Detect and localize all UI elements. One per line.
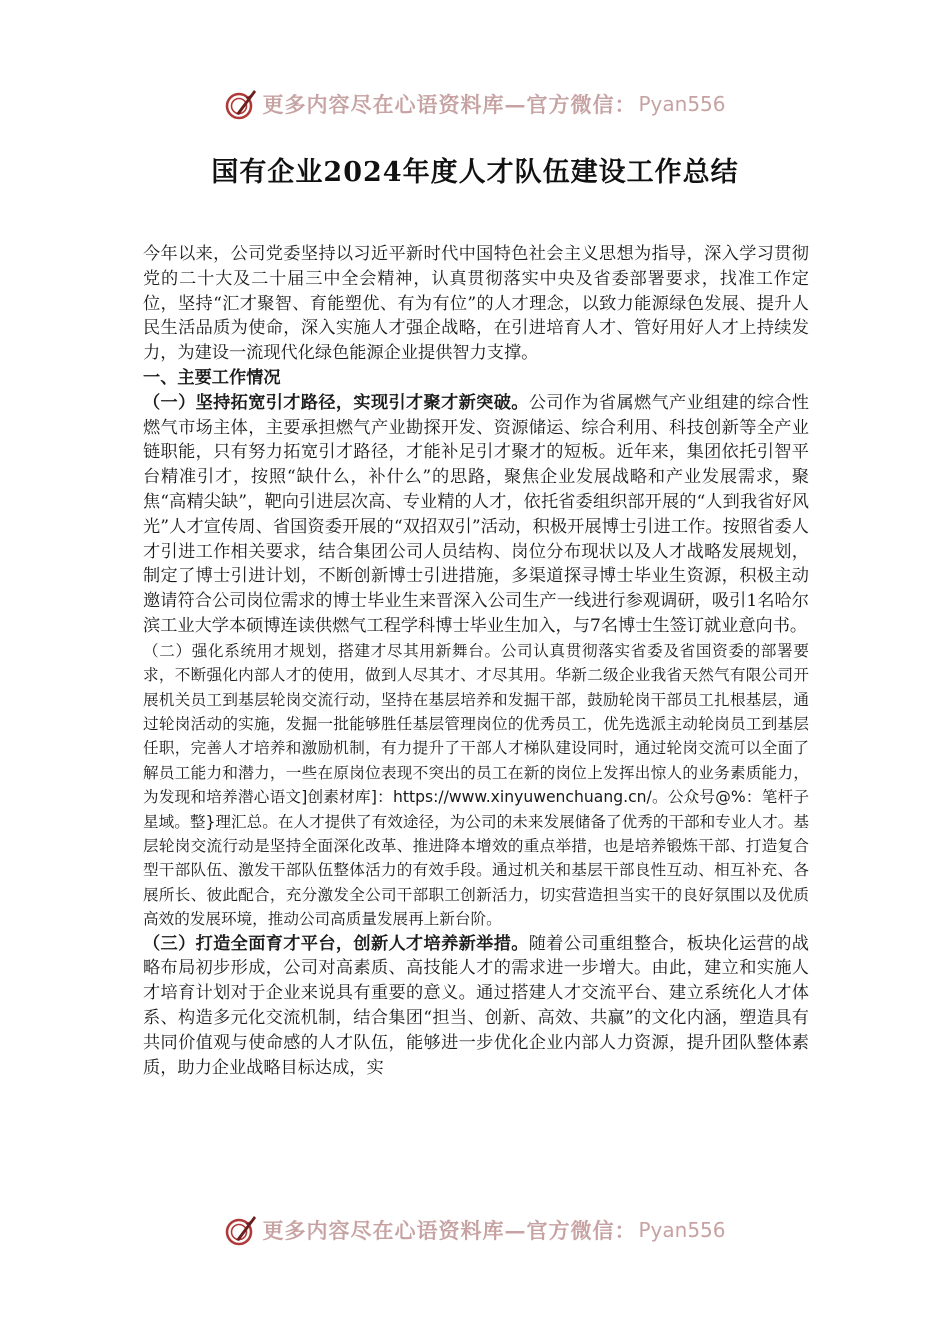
quill-logo-icon: [224, 87, 258, 121]
section-heading-1: 一、主要工作情况: [143, 367, 281, 388]
intro-paragraph: 今年以来，公司党委坚持以习近平新时代中国特色社会主义思想为指导，深入学习贯彻党的二十大及二十届三中全会精神，认真贯彻落实中央及省委部署要求，找准工作定位，坚持“汇才聚智、育能塑优、有为有位”的人才理念，以致力能源绿色发展、提升人民生活品质为使命，深入实施人才强企战略，在引进培育人才、管好用好人才上持续发力，为建设一流现代化绿色能源企业提供智力支撑。: [143, 244, 809, 364]
watermark-text: 更多内容尽在心语资料库—官方微信：: [262, 1218, 637, 1243]
item-1-body: 公司作为省属燃气产业组建的综合性燃气市场主体，主要承担燃气产业勘探开发、资源储运、综合利用、科技创新等全产业链职能，只有努力拓宽引才路径，才能补足引才聚才的短板。近年来，集团依托引智平台精准引才，按照“缺什么，补什么”的思路，聚焦企业发展战略和产业发展需求，聚焦“高精尖缺”，靶向引进层次高、专业精的人才，依托省委组织部开展的“人到我省好风光”人才宣传周、省国资委开展的“双招双引”活动，积极开展博士引进工作。按照省委人才引进工作相关要求，结合集团公司人员结构、岗位分布现状以及人才战略发展规划，制定了博士引进计划，不断创新博士引进措施，多渠道探寻博士毕业生资源，积极主动邀请符合公司岗位需求的博士毕业生来晋深入公司生产一线进行参观调研，吸引1名哈尔滨工业大学本硕博连读供燃气工程学科博士毕业生加入，与7名博士生签订就业意向书。: [143, 392, 809, 636]
item-3-body: 随着公司重组整合，板块化运营的战略布局初步形成，公司对高素质、高技能人才的需求进一步增大。由此，建立和实施人才培育计划对于企业来说具有重要的意义。通过搭建人才交流平台、建立系统化人才体系、构造多元化交流机制，结合集团“担当、创新、高效、共赢”的文化内涵，塑造具有共同价值观与使命感的人才队伍，能够进一步优化企业内部人力资源，提升团队整体素质，助力企业战略目标达成，实: [143, 933, 809, 1078]
watermark-wechat-id: Pyan556: [638, 1218, 726, 1242]
watermark-text: 更多内容尽在心语资料库—官方微信：: [262, 92, 637, 117]
watermark-banner-bottom: [0, 1212, 950, 1248]
watermark-wechat-id: Pyan556: [638, 92, 726, 116]
item-1-paragraph: [143, 391, 809, 639]
watermark-banner-top: [0, 86, 950, 122]
item-1-lead: （一）坚持拓宽引才路径，实现引才聚才新突破。: [143, 392, 529, 413]
document-body: [143, 242, 809, 1080]
item-2-paragraph: （二）强化系统用才规划，搭建才尽其用新舞台。公司认真贯彻落实省委及省国资委的部署要求，不断强化内部人才的使用，做到人尽其才、才尽其用。华新二级企业我省天然气有限公司开展机关员工到基层轮岗交流行动，坚持在基层培养和发掘干部，鼓励轮岗干部员工扎根基层，通过轮岗活动的实施，发掘一批能够胜任基层管理岗位的优秀员工，优先选派主动轮岗员工到基层任职，完善人才培养和激励机制，有力提升了干部人才梯队建设同时，通过轮岗交流可以全面了解员工能力和潜力，一些在原岗位表现不突出的员工在新的岗位上发挥出惊人的业务素质能力，为发现和培养潜心语文]创素材库]：https://www.xinyuwenchuang.cn/。公众号@%：笔杆子星域。整}理汇总。在人才提供了有效途径，为公司的未来发展储备了优秀的干部和专业人才。基层轮岗交流行动是坚持全面深化改革、推进降本增效的重点举措，也是培养锻炼干部、打造复合型干部队伍、激发干部队伍整体活力的有效手段。通过机关和基层干部良性互动、相互补充、各展所长、彼此配合，充分激发全公司干部职工创新活力，切实营造担当实干的良好氛围以及优质高效的发展环境，推动公司高质量发展再上新台阶。: [143, 641, 809, 929]
document-title: 国有企业2024年度人才队伍建设工作总结: [211, 157, 739, 188]
quill-logo-icon: [224, 1213, 258, 1247]
item-3-paragraph: [143, 932, 809, 1081]
item-3-lead: （三）打造全面育才平台，创新人才培养新举措。: [143, 933, 529, 954]
